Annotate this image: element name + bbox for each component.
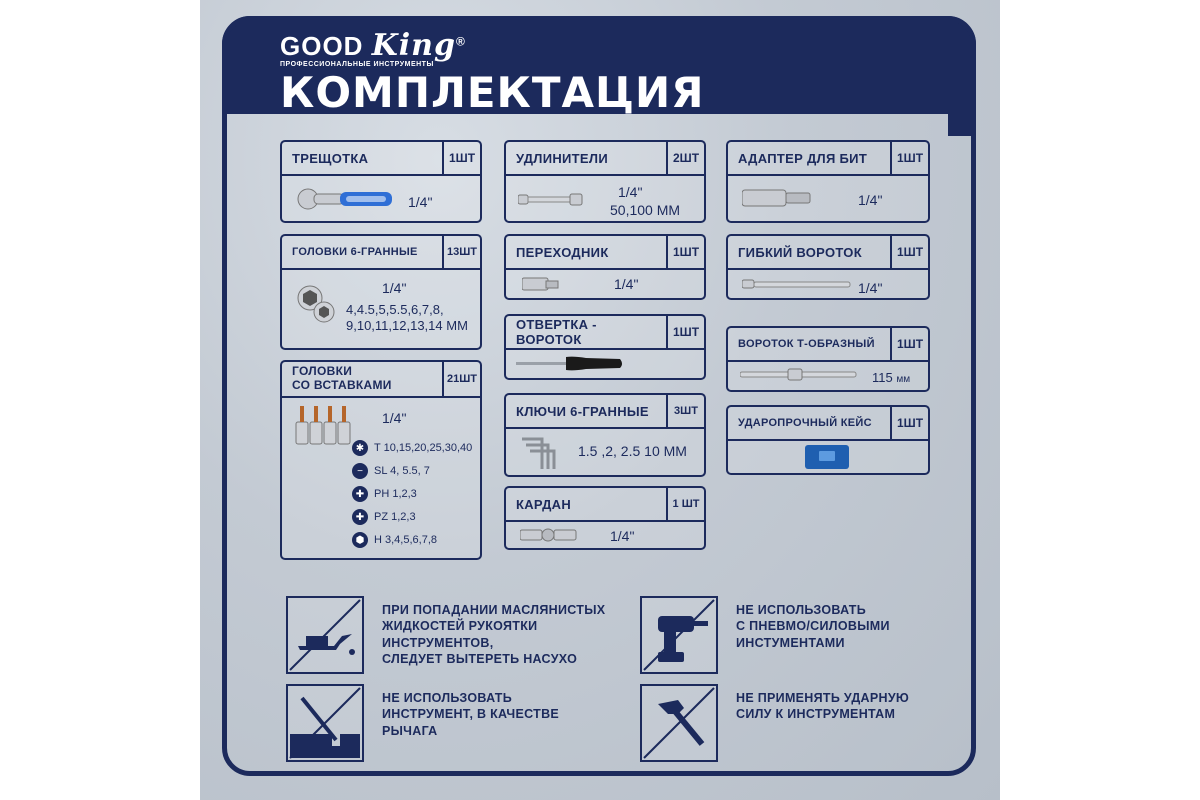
bit-row-phillips [352, 486, 417, 502]
item-qty: 3ШТ [666, 395, 704, 427]
item-hex-sockets [280, 234, 482, 350]
item-case [726, 405, 930, 475]
oil-can-icon [286, 596, 364, 674]
item-size: 1/4" [858, 280, 883, 296]
item-qty: 1ШТ [890, 407, 928, 439]
bit-label: T 10,15,20,25,30,40 [374, 442, 473, 454]
hammer-icon [640, 684, 718, 762]
item-adapter [504, 234, 706, 300]
phillips-icon: ✚ [352, 486, 368, 502]
t-handle-icon [740, 368, 860, 382]
item-size: 1.5 ,2, 2.5 10 ММ [578, 443, 687, 459]
item-size: 1/4" [382, 410, 407, 426]
bit-row-slotted [352, 463, 430, 479]
bit-label: H 3,4,5,6,7,8 [374, 534, 437, 546]
item-detail: 9,10,11,12,13,14 ММ [346, 318, 468, 333]
item-cardan [504, 486, 706, 550]
item-size: 1/4" [858, 192, 883, 208]
product-card [200, 0, 1000, 800]
item-size: 1/4" [382, 280, 407, 296]
bit-row-torx [352, 440, 472, 456]
hex-keys-icon [518, 433, 562, 473]
item-qty: 1ШТ [442, 142, 480, 174]
item-hex-keys [504, 393, 706, 477]
item-bit-adapter [726, 140, 930, 223]
item-detail: 50,100 ММ [610, 202, 681, 218]
item-name: АДАПТЕР ДЛЯ БИТ [738, 150, 868, 166]
item-name: КАРДАН [516, 496, 572, 512]
item-size: 1/4" [610, 528, 635, 544]
bit-sockets-icon [294, 402, 354, 446]
item-name-line1: ГОЛОВКИ [292, 364, 353, 379]
item-qty: 1ШТ [666, 316, 704, 348]
item-detail: 4,4.5,5,5.5,6,7,8, [346, 302, 444, 317]
case-icon [804, 443, 850, 471]
ratchet-icon [296, 186, 396, 212]
page-title: КОМПЛЕКТАЦИЯ [280, 68, 705, 117]
item-unit: мм [896, 374, 911, 385]
item-qty: 1 ШТ [666, 488, 704, 520]
bit-label: PZ 1,2,3 [374, 511, 416, 523]
warning-text: НЕ ПРИМЕНЯТЬ УДАРНУЮ СИЛУ К ИНСТРУМЕНТАМ [736, 691, 910, 722]
registered-mark: ® [455, 34, 466, 49]
hex-bit-icon: ⬢ [352, 532, 368, 548]
brand-tagline: ПРОФЕССИОНАЛЬНЫЕ ИНСТРУМЕНТЫ [280, 61, 434, 68]
bit-adapter-icon [742, 184, 814, 212]
item-qty: 1ШТ [890, 328, 928, 360]
item-qty: 1ШТ [666, 236, 704, 268]
item-qty: 13ШТ [442, 236, 480, 268]
pozidriv-icon: ✚ [352, 509, 368, 525]
item-size: 1/4" [618, 184, 643, 200]
item-name: УДЛИНИТЕЛИ [516, 150, 608, 166]
item-ratchet [280, 140, 482, 223]
brand-name-good: GOOD [280, 31, 364, 61]
bit-label: SL 4, 5.5, 7 [374, 465, 430, 477]
adapter-icon [522, 274, 562, 294]
torx-icon: ✱ [352, 440, 368, 456]
item-size: 115 [872, 370, 893, 385]
item-t-handle [726, 326, 930, 392]
item-name: УДАРОПРОЧНЫЙ КЕЙС [738, 417, 872, 429]
lever-icon [286, 684, 364, 762]
item-size: 1/4" [408, 194, 433, 210]
slotted-icon: − [352, 463, 368, 479]
cardan-joint-icon [520, 526, 578, 544]
warning-text: НЕ ИСПОЛЬЗОВАТЬ С ПНЕВМО/СИЛОВЫМИ ИНСТУМЕНТАМИ [736, 603, 890, 650]
item-qty: 1ШТ [890, 142, 928, 174]
bit-row-pozidriv [352, 509, 416, 525]
item-bit-sockets [280, 360, 482, 560]
item-qty: 21ШТ [442, 362, 480, 396]
item-flex-handle [726, 234, 930, 300]
item-qty: 2ШТ [666, 142, 704, 174]
brand-name-king: King [371, 28, 456, 63]
item-screwdriver-handle [504, 314, 706, 380]
extension-bar-icon [518, 190, 584, 208]
item-name: ВОРОТОК Т-ОБРАЗНЫЙ [738, 338, 875, 350]
item-qty: 1ШТ [890, 236, 928, 268]
item-size: 1/4" [614, 276, 639, 292]
power-drill-icon [640, 596, 718, 674]
item-name: ОТВЕРТКА - ВОРОТОК [516, 317, 597, 347]
bit-row-hex [352, 532, 437, 548]
item-name-line2: СО ВСТАВКАМИ [292, 378, 392, 392]
flex-handle-icon [742, 276, 852, 292]
item-name: ПЕРЕХОДНИК [516, 244, 609, 260]
item-extensions [504, 140, 706, 223]
warning-text: ПРИ ПОПАДАНИИ МАСЛЯНИСТЫХ ЖИДКОСТЕЙ РУКОЯТКИ ИНСТРУМЕНТОВ, СЛЕДУЕТ ВЫТЕРЕТЬ НАСУХО [382, 603, 606, 666]
item-name: ГОЛОВКИ 6-ГРАННЫЕ [292, 246, 418, 258]
item-name: КЛЮЧИ 6-ГРАННЫЕ [516, 403, 649, 419]
hex-socket-icon [292, 280, 344, 328]
warning-text: НЕ ИСПОЛЬЗОВАТЬ ИНСТРУМЕНТ, В КАЧЕСТВЕ РЫЧАГА [382, 691, 560, 738]
bit-label: PH 1,2,3 [374, 488, 417, 500]
item-name: ГИБКИЙ ВОРОТОК [738, 244, 862, 260]
item-name: ТРЕЩОТКА [292, 150, 369, 166]
screwdriver-icon [516, 354, 624, 374]
